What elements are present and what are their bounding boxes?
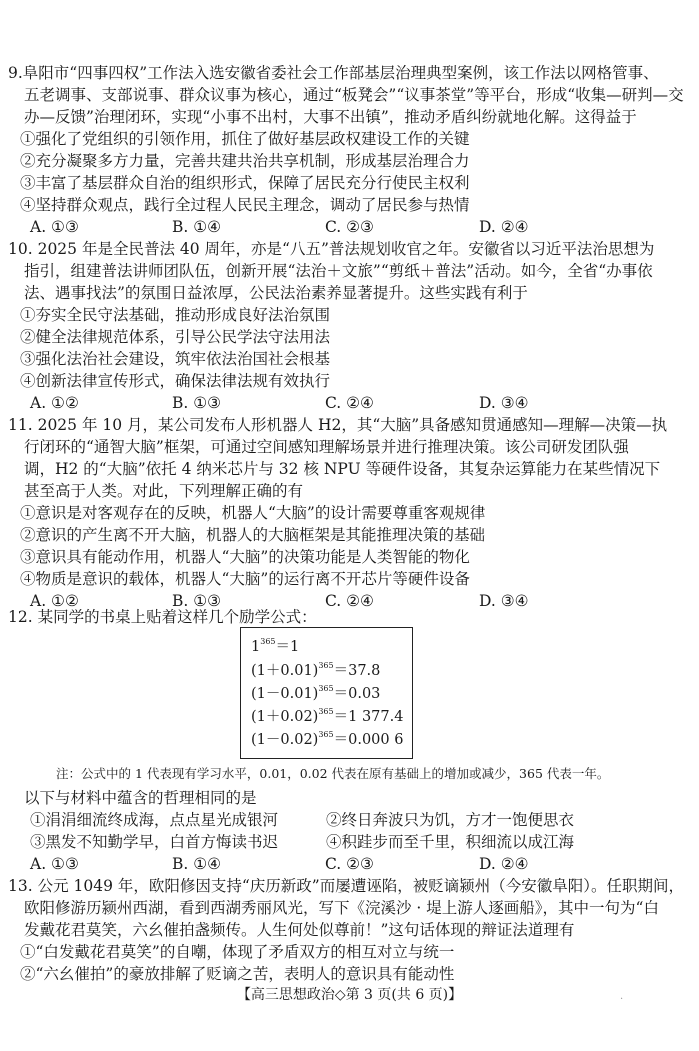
choice-c[interactable]: C. ②③ bbox=[325, 218, 374, 236]
formula-base: (1－0.01) bbox=[251, 686, 319, 702]
question-stem-line: 12. 某同学的书桌上贴着这样几个励学公式： bbox=[8, 608, 317, 626]
option-statement: ③丰富了基层群众自治的组织形式，保障了居民充分行使民主权利 bbox=[20, 174, 470, 192]
formula-base: 1 bbox=[251, 639, 261, 655]
question-stem-line: 行闭环的“通智大脑”框架，可通过空间感知理解场景并进行推理决策。该公司研发团队强 bbox=[24, 438, 629, 456]
formula-base: (1＋0.02) bbox=[251, 709, 319, 725]
formula-base: (1－0.02) bbox=[251, 732, 319, 748]
choice-b[interactable]: B. ①④ bbox=[172, 218, 222, 236]
formula-exponent: 365 bbox=[318, 730, 334, 739]
choice-c[interactable]: C. ②④ bbox=[325, 394, 374, 412]
choice-b[interactable]: B. ①③ bbox=[172, 394, 222, 412]
formula-line bbox=[251, 638, 299, 656]
formula-note: 注：公式中的 1 代表现有学习水平，0.01，0.02 代表在原有基础上的增加或减少，365 代表一年。 bbox=[56, 766, 610, 781]
formula-line bbox=[251, 731, 403, 749]
option-statement: ③强化法治社会建设，筑牢依法治国社会根基 bbox=[20, 350, 331, 368]
formula-result: ＝37.8 bbox=[333, 663, 381, 679]
option-statement: ①“白发戴花君莫笑”的自嘲，体现了矛盾双方的相互对立与统一 bbox=[20, 943, 455, 961]
choice-a[interactable]: A. ①② bbox=[30, 394, 79, 412]
choice-c[interactable]: C. ②③ bbox=[325, 855, 374, 873]
choice-d[interactable]: D. ③④ bbox=[479, 592, 529, 610]
question-stem-line: 调，H2 的“大脑”依托 4 纳米芯片与 32 核 NPU 等硬件设备，其复杂运算能力在某些情况下 bbox=[24, 460, 661, 478]
corner-mark: . bbox=[620, 991, 624, 1002]
option-row bbox=[30, 810, 670, 830]
formula-box bbox=[240, 627, 413, 759]
answer-choices bbox=[30, 854, 670, 874]
formula-result: ＝0.03 bbox=[333, 686, 381, 702]
formula-exponent: 365 bbox=[318, 707, 334, 716]
option-statement: ②终日奔波只为饥，方才一饱便思衣 bbox=[326, 811, 575, 829]
question-stem-line: 9.阜阳市“四事四权”工作法入选安徽省委社会工作部基层治理典型案例，该工作法以网格管事、 bbox=[8, 64, 659, 82]
choice-d[interactable]: D. ②④ bbox=[479, 855, 529, 873]
choice-a[interactable]: A. ①③ bbox=[30, 218, 79, 236]
formula-result: ＝1 bbox=[275, 639, 300, 655]
formula-line bbox=[251, 708, 403, 726]
formula-exponent: 365 bbox=[318, 684, 334, 693]
option-statement: ①涓涓细流终成海，点点星光成银河 bbox=[30, 811, 279, 829]
question-stem-line: 11. 2025 年 10 月，某公司发布人形机器人 H2，其“大脑”具备感知贯通感知—理解—决策—执 bbox=[8, 416, 668, 434]
option-statement: ④坚持群众观点，践行全过程人民民主理念，调动了居民参与热情 bbox=[20, 196, 470, 214]
option-statement: ②健全法律规范体系，引导公民学法守法用法 bbox=[20, 328, 331, 346]
formula-exponent: 365 bbox=[318, 661, 334, 670]
option-statement: ④物质是意识的载体，机器人“大脑”的运行离不开芯片等硬件设备 bbox=[20, 570, 470, 588]
option-statement: ①强化了党组织的引领作用，抓住了做好基层政权建设工作的关键 bbox=[20, 130, 470, 148]
answer-choices bbox=[30, 217, 670, 237]
question-stem-line: 五老调事、支部说事、群众议事为核心，通过“板凳会”“议事茶堂”等平台，形成“收集—研判—交 bbox=[24, 86, 684, 104]
formula-line bbox=[251, 662, 380, 680]
option-row bbox=[30, 832, 670, 852]
option-statement: ①意识是对客观存在的反映，机器人“大脑”的设计需要尊重客观规律 bbox=[20, 504, 486, 522]
formula-line bbox=[251, 685, 380, 703]
formula-result: ＝0.000 6 bbox=[333, 732, 404, 748]
option-statement: ④积跬步而至千里，积细流以成江海 bbox=[326, 833, 575, 851]
choice-d[interactable]: D. ②④ bbox=[479, 218, 529, 236]
option-statement: ②充分凝聚多方力量，完善共建共治共享机制，形成基层治理合力 bbox=[20, 152, 470, 170]
formula-base: (1＋0.01) bbox=[251, 663, 319, 679]
option-statement: ④创新法律宣传形式，确保法律法规有效执行 bbox=[20, 372, 331, 390]
choice-d[interactable]: D. ③④ bbox=[479, 394, 529, 412]
option-statement: ①夯实全民守法基础，推动形成良好法治氛围 bbox=[20, 306, 331, 324]
option-statement: ②“六幺催拍”的豪放排解了贬谪之苦，表明人的意识具有能动性 bbox=[20, 965, 455, 983]
question-stem-line: 13. 公元 1049 年，欧阳修因支持“庆历新政”而屡遭诬陷，被贬谪颍州（今安徽阜阳）。任职期间， bbox=[8, 877, 684, 895]
choice-a[interactable]: A. ①③ bbox=[30, 855, 79, 873]
choice-b[interactable]: B. ①④ bbox=[172, 855, 222, 873]
question-stem-line: 甚至高于人类。对此，下列理解正确的有 bbox=[24, 482, 304, 500]
choice-b[interactable]: B. ①③ bbox=[172, 592, 222, 610]
question-stem-line: 发戴花君莫笑，六幺催拍盏频传。人生何处似尊前！”这句话体现的辩证法道理有 bbox=[24, 921, 575, 939]
question-stem-line: 法、遇事找法”的氛围日益浓厚，公民法治素养显著提升。这些实践有利于 bbox=[24, 284, 528, 302]
question-stem-line: 欧阳修游历颍州西湖，看到西湖秀丽风光，写下《浣溪沙 · 堤上游人逐画船》，其中一句为“白 bbox=[24, 899, 659, 917]
choice-c[interactable]: C. ②④ bbox=[325, 592, 374, 610]
question-stem-line: 指引，组建普法讲师团队伍，创新开展“法治＋文旅”“剪纸＋普法”活动。如今，全省“办事依 bbox=[24, 262, 653, 280]
question-stem-line: 10. 2025 年是全民普法 40 周年，亦是“八五”普法规划收官之年。安徽省以习近平法治思想为 bbox=[8, 240, 655, 258]
option-statement: ②意识的产生离不开大脑，机器人的大脑框架是其能推理决策的基础 bbox=[20, 526, 486, 544]
option-statement: ③意识具有能动作用，机器人“大脑”的决策功能是人类智能的物化 bbox=[20, 548, 470, 566]
question-stem-line: 办—反馈”治理闭环，实现“小事不出村，大事不出镇”，推动矛盾纠纷就地化解。这得益于 bbox=[24, 108, 637, 126]
answer-choices bbox=[30, 393, 670, 413]
formula-exponent: 365 bbox=[260, 637, 276, 646]
question-stem-line: 以下与材料中蕴含的哲理相同的是 bbox=[24, 789, 257, 807]
formula-result: ＝1 377.4 bbox=[333, 709, 404, 725]
choice-a[interactable]: A. ①② bbox=[30, 592, 79, 610]
option-statement: ③黑发不知勤学早，白首方悔读书迟 bbox=[30, 833, 279, 851]
page-footer: 【高三思想政治◇第 3 页(共 6 页)】 bbox=[236, 987, 463, 1003]
